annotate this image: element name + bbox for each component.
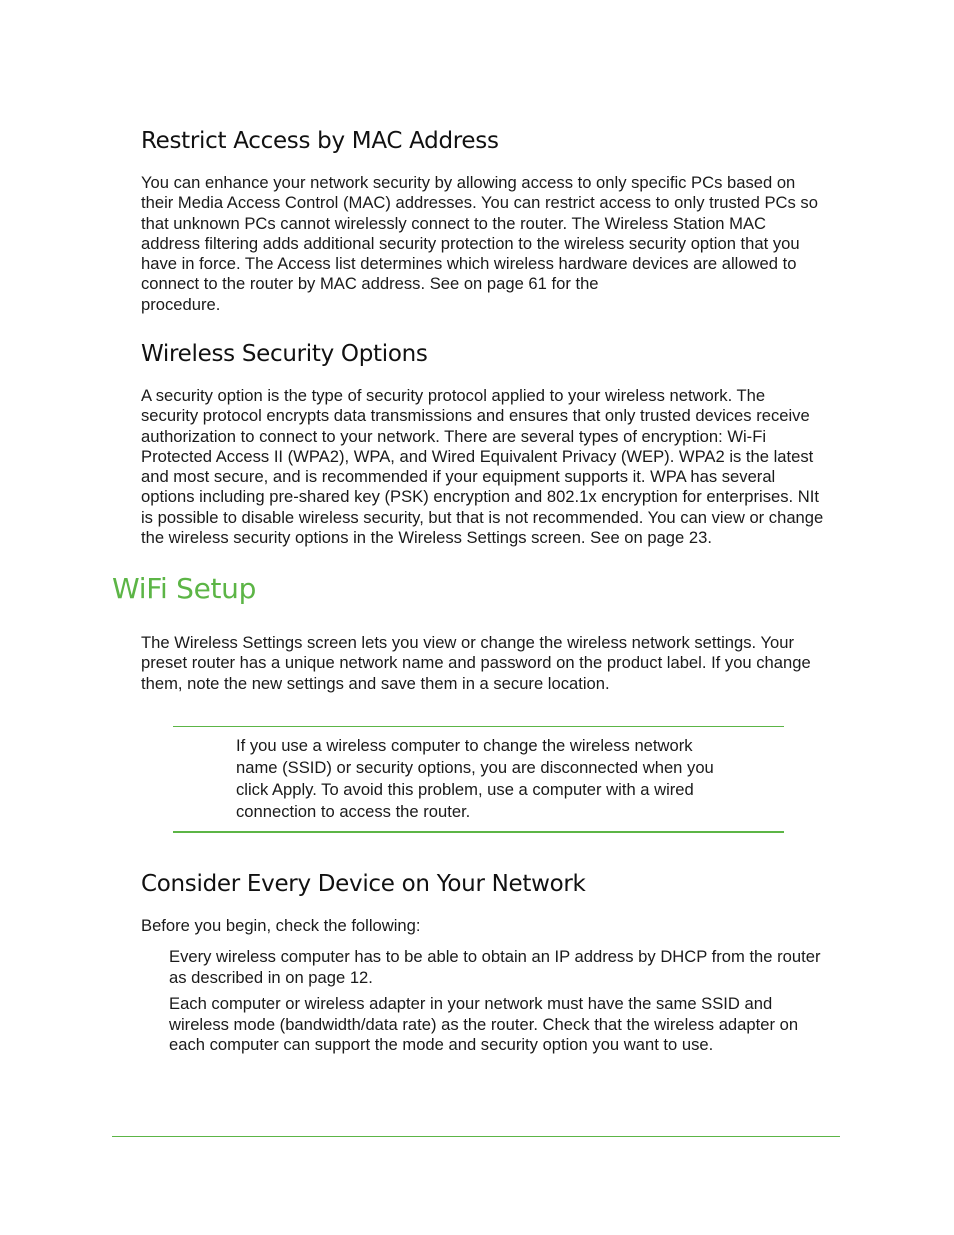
note-text: If you use a wireless computer to change the wireless network name (SSID) or security options, you are disconnected when you click Apply. To avoid this problem, use a computer with a wired connection to access the router. [236, 736, 714, 821]
heading-restrict-access: Restrict Access by MAC Address [141, 128, 499, 154]
heading-wireless-security-options: Wireless Security Options [141, 341, 428, 367]
list-item: Each computer or wireless adapter in your network must have the same SSID and wireless mode (bandwidth/data rate) as the router. Check that the wireless adapter on each computer can support the mode and security option you want to use. [169, 994, 799, 1054]
paragraph-wireless-security-options: A security option is the type of security protocol applied to your wireless network. The security protocol encrypts data transmissions and ensures that only trusted devices receive authorization to connect to your network. There are several types of encryption: Wi-Fi Protected Access II (WPA2), WPA, and Wired Equivalent Privacy (WEP). WPA2 is the latest and most secure, and is recommended if your equipment supports it. WPA has several options including pre-shared key (PSK) encryption and 802.1x encryption for enterprises. NIt is possible to disable wireless security, but that is not recommended. You can view or change the wireless security options in the Wireless Settings screen. See on page 23. [141, 386, 824, 548]
heading-wifi-setup: WiFi Setup [112, 572, 257, 605]
footer-divider [112, 1136, 840, 1137]
paragraph-before-you-begin: Before you begin, check the following: [141, 916, 421, 935]
paragraph-wifi-setup: The Wireless Settings screen lets you view or change the wireless network settings. Your preset router has a unique network name and password on the product label. If you change them, note the new settings and save them in a secure location. [141, 633, 811, 693]
list-item: Every wireless computer has to be able to obtain an IP address by DHCP from the router as described in on page 12. [169, 947, 821, 987]
note-box [173, 726, 784, 833]
heading-consider-every-device: Consider Every Device on Your Network [141, 871, 586, 897]
paragraph-restrict-access: You can enhance your network security by allowing access to only specific PCs based on their Media Access Control (MAC) addresses. You can restrict access to only trusted PCs so that unknown PCs cannot wirelessly connect to the router. The Wireless Station MAC address filtering adds additional security protection to the wireless security option that you have in force. The Access list determines which wireless hardware devices are allowed to connect to the router by MAC address. See on page 61 for the procedure. [141, 173, 818, 314]
